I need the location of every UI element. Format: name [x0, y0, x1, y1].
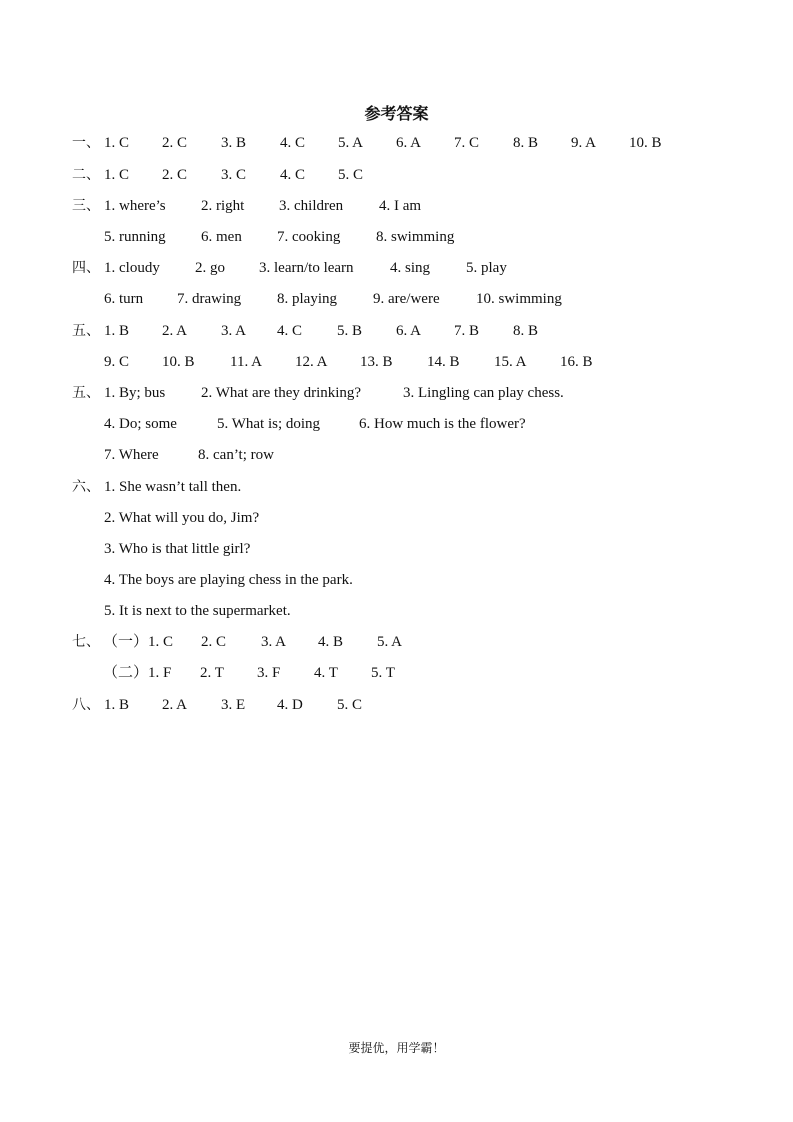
answer-item: 4. C — [277, 323, 303, 339]
answer-item: 3. learn/to learn — [259, 260, 354, 276]
section-number: 五、 — [72, 323, 100, 339]
answer-item: 9. A — [571, 135, 597, 151]
footer-slogan: 要提优，用学霸！ — [348, 1041, 445, 1055]
answer-item: 1. B — [104, 697, 130, 713]
answer-item: 3. C — [221, 167, 247, 183]
answer-item: 4. B — [318, 634, 344, 650]
answer-item: 5. play — [466, 260, 507, 276]
answer-item: 5. It is next to the supermarket. — [104, 603, 291, 619]
answer-item: 3. Who is that little girl? — [104, 541, 251, 557]
answer-item: 1. She wasn’t tall then. — [104, 479, 242, 495]
answer-line — [0, 257, 793, 279]
answer-item: 10. B — [629, 135, 662, 151]
answer-item: 3. children — [279, 198, 344, 214]
answer-item: 5. running — [104, 229, 166, 245]
answer-line — [0, 662, 793, 684]
answer-item: 7. cooking — [277, 229, 341, 245]
answer-line — [0, 413, 793, 435]
answer-line — [0, 351, 793, 373]
answer-item: 5. B — [337, 323, 363, 339]
answer-line — [0, 569, 793, 591]
section-number: 二、 — [72, 167, 100, 183]
answer-line — [0, 631, 793, 653]
answer-item: 5. C — [337, 697, 363, 713]
answer-item: 10. B — [162, 354, 195, 370]
answer-line — [0, 320, 793, 342]
section-number: 六、 — [72, 479, 100, 495]
answer-item: 2. A — [162, 323, 188, 339]
answer-item: 8. B — [513, 323, 539, 339]
answer-item: 4. C — [280, 167, 306, 183]
answer-line — [0, 444, 793, 466]
answer-item: 8. swimming — [376, 229, 455, 245]
answer-item: 9. C — [104, 354, 130, 370]
section-number: 一、 — [72, 135, 100, 151]
answer-item: 4. I am — [379, 198, 422, 214]
answer-item: 4. The boys are playing chess in the park. — [104, 572, 353, 588]
answer-item: 8. playing — [277, 291, 337, 307]
answer-item: 7. Where — [104, 447, 159, 463]
answer-line — [0, 507, 793, 529]
answer-item: 6. How much is the flower? — [359, 416, 526, 432]
answer-item: 3. Lingling can play chess. — [403, 385, 564, 401]
answer-item: 3. E — [221, 697, 246, 713]
answer-item: 4. C — [280, 135, 306, 151]
answer-item: 2. C — [162, 167, 188, 183]
answer-line — [0, 132, 793, 154]
answer-item: 1. where’s — [104, 198, 166, 214]
answer-item: 3. F — [257, 665, 281, 681]
answer-item: 2. right — [201, 198, 245, 214]
answer-item: 1. By; bus — [104, 385, 166, 401]
answer-item: 7. drawing — [177, 291, 242, 307]
answer-item: 2. go — [195, 260, 225, 276]
answer-item: 8. B — [513, 135, 539, 151]
section-number: 五、 — [72, 385, 100, 401]
answer-item: 2. C — [162, 135, 188, 151]
answer-item: 9. are/were — [373, 291, 440, 307]
answer-item: 4. T — [314, 665, 338, 681]
answer-item: 16. B — [560, 354, 593, 370]
answer-item: 11. A — [230, 354, 262, 370]
answer-item: 4. sing — [390, 260, 431, 276]
answer-item: （一）1. C — [103, 634, 174, 650]
answer-item: 1. cloudy — [104, 260, 160, 276]
answer-item: 10. swimming — [476, 291, 562, 307]
answer-item: 6. turn — [104, 291, 144, 307]
section-number: 四、 — [72, 260, 100, 276]
answer-item: 3. A — [261, 634, 287, 650]
answer-item: 2. T — [200, 665, 224, 681]
answer-item: 5. What is; doing — [217, 416, 321, 432]
answer-item: 14. B — [427, 354, 460, 370]
answer-item: 4. D — [277, 697, 303, 713]
answer-line — [0, 226, 793, 248]
answer-item: 1. C — [104, 135, 130, 151]
answer-item: 6. A — [396, 135, 422, 151]
page-title: 参考答案 — [364, 104, 429, 123]
answer-item: 1. C — [104, 167, 130, 183]
answer-line — [0, 538, 793, 560]
answer-item: 2. What are they drinking? — [201, 385, 362, 401]
answer-line — [0, 600, 793, 622]
answer-item: 4. Do; some — [104, 416, 177, 432]
answer-item: 5. C — [338, 167, 364, 183]
answer-item: 2. What will you do, Jim? — [104, 510, 260, 526]
answer-item: 2. A — [162, 697, 188, 713]
answer-item: 5. T — [371, 665, 395, 681]
answer-item: 3. B — [221, 135, 247, 151]
answer-line — [0, 195, 793, 217]
answer-item: 8. can’t; row — [198, 447, 274, 463]
answer-item: 7. C — [454, 135, 480, 151]
answer-item: 1. B — [104, 323, 130, 339]
answer-item: 15. A — [494, 354, 527, 370]
answer-item: 6. A — [396, 323, 422, 339]
answer-line — [0, 694, 793, 716]
answer-item: 5. A — [338, 135, 364, 151]
answer-line — [0, 382, 793, 404]
answer-item: 13. B — [360, 354, 393, 370]
answer-line — [0, 164, 793, 186]
answer-item: （二）1. F — [103, 665, 172, 681]
section-number: 七、 — [72, 634, 100, 650]
section-number: 八、 — [72, 697, 100, 713]
answer-line — [0, 288, 793, 310]
answer-item: 6. men — [201, 229, 242, 245]
answer-item: 3. A — [221, 323, 247, 339]
answer-line — [0, 476, 793, 498]
answer-item: 12. A — [295, 354, 328, 370]
answer-item: 2. C — [201, 634, 227, 650]
answer-item: 7. B — [454, 323, 480, 339]
answer-item: 5. A — [377, 634, 403, 650]
section-number: 三、 — [72, 198, 100, 214]
